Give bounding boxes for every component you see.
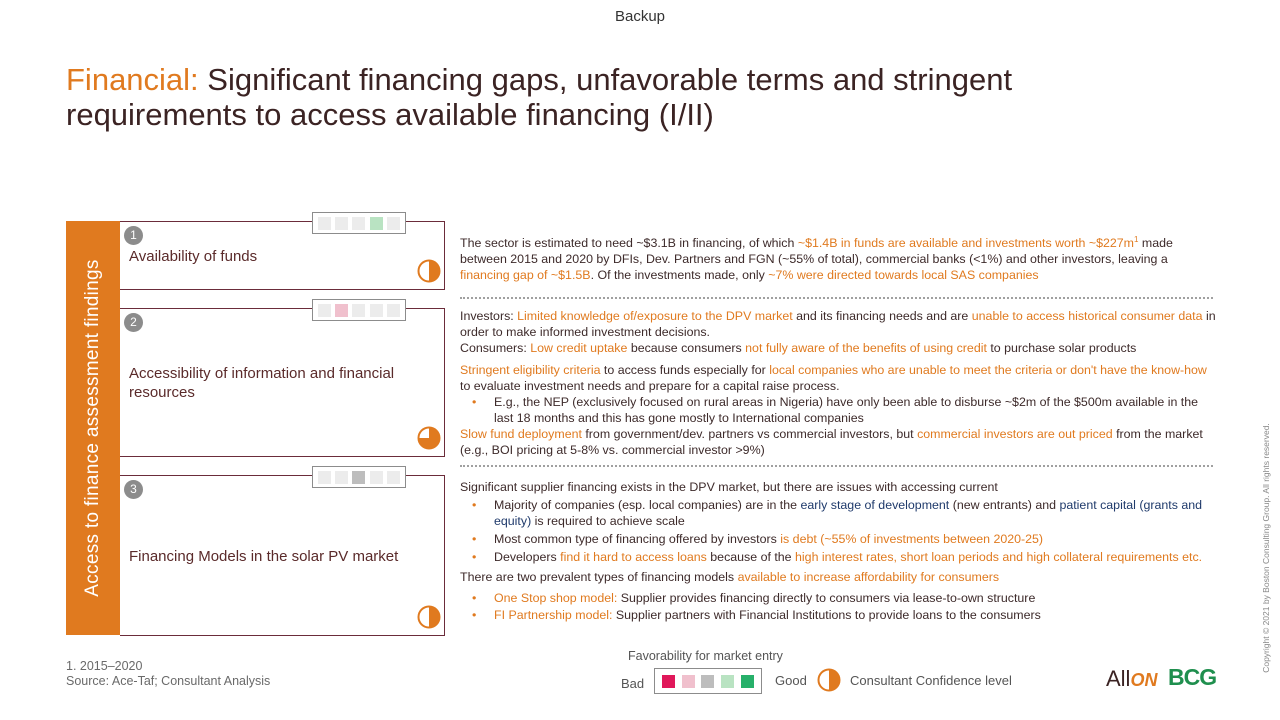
- fav-square: [352, 217, 365, 230]
- confidence-half-icon: [817, 668, 841, 692]
- confidence-three-quarter-icon: [417, 426, 441, 450]
- sidebar-label: Access to finance assessment findings: [82, 259, 103, 597]
- availability-text: [460, 232, 1220, 283]
- nep-bullet: • E.g., the NEP (exclusively focused on rural areas in Nigeria) have only been able to disburse ~$2m of the $500m available in the last 18 months and this has gone mostly to International companies: [460, 394, 1220, 426]
- stage-bullet: [460, 497, 1220, 529]
- highlight-run: high interest rates, short loan periods and high collateral requirements etc.: [795, 550, 1203, 564]
- logo-text: ON: [1130, 670, 1158, 690]
- text-run: . Of the investments made, only: [590, 268, 769, 283]
- finding-box-financing-models: [120, 475, 445, 636]
- highlight-run: unable to access historical consumer data: [971, 309, 1203, 323]
- legend-square: [721, 675, 734, 688]
- text-run: made between 2015 and 2020 by DFIs, Dev. Partners and FGN (~55% of total), commercial banks (<1%) and other investors, leaving a: [460, 236, 1173, 267]
- finding-number: 2: [124, 313, 143, 332]
- highlight-run: One Stop shop model:: [494, 591, 618, 605]
- divider: [460, 465, 1213, 467]
- highlight-run: financing gap of ~$1.5B: [460, 268, 591, 283]
- financing-models-text: [460, 479, 1220, 623]
- legend-title: Favorability for market entry: [628, 649, 783, 663]
- text-run: (new entrants) and: [949, 498, 1060, 512]
- favorability-scale: [312, 466, 406, 488]
- text-run: to access funds especially for: [600, 363, 770, 377]
- accessibility-text: [460, 308, 1220, 458]
- consumers-line: [460, 340, 1220, 356]
- text-run: because of the: [706, 550, 796, 564]
- highlight-run: commercial investors are out priced: [917, 427, 1113, 441]
- legend-bad-label: Bad: [621, 676, 645, 691]
- text-run: from government/dev. partners vs commercial investors, but: [581, 427, 918, 441]
- eligibility-line: [460, 362, 1220, 394]
- finding-label: Accessibility of information and financial resources: [129, 365, 395, 401]
- fav-square: [318, 471, 331, 484]
- text-run: Developers: [494, 550, 561, 564]
- fav-square: [318, 304, 331, 317]
- text-run: from the market (e.g., BOI pricing at 5-8% vs. commercial investor >9%): [460, 427, 1203, 457]
- legend-square: [662, 675, 675, 688]
- highlight-run: ~7% were directed towards local SAS companies: [768, 268, 1039, 283]
- text-run: and its financing needs and are: [792, 309, 972, 323]
- legend-square: [682, 675, 695, 688]
- allon-logo: [1106, 666, 1157, 692]
- favorability-scale: [312, 212, 406, 234]
- text-run: Investors:: [460, 309, 518, 323]
- highlight-run: available to increase affordability for consumers: [737, 570, 1000, 584]
- debt-bullet: [460, 531, 1220, 547]
- legend-square: [741, 675, 754, 688]
- one-stop-bullet: [460, 590, 1220, 606]
- text-run: There are two prevalent types of financing models: [460, 570, 738, 584]
- highlight-run: FI Partnership model:: [494, 608, 613, 622]
- fav-square: [387, 217, 400, 230]
- highlight-run: not fully aware of the benefits of using credit: [745, 341, 987, 355]
- backup-label: Backup: [614, 8, 666, 25]
- text-run: Most common type of financing offered by investors: [494, 532, 781, 546]
- highlight-run: Slow fund deployment: [460, 427, 582, 441]
- loans-bullet: [460, 549, 1220, 565]
- text-run: to purchase solar products: [986, 341, 1137, 355]
- investors-line: [460, 308, 1220, 340]
- fav-square-selected: [335, 304, 348, 317]
- highlight-run: patient capital (grants and equity): [494, 498, 1203, 528]
- fav-square: [370, 304, 383, 317]
- confidence-half-icon: [417, 259, 441, 283]
- fav-square: [335, 471, 348, 484]
- title-rest: Significant financing gaps, unfavorable terms and stringent requirements to access available financing (I/II): [66, 62, 1013, 132]
- text-run: to evaluate investment needs and prepare for a capital raise process.: [460, 379, 840, 393]
- favorability-scale: [312, 299, 406, 321]
- highlight-run: local companies who are unable to meet the criteria or don't have the know-how: [769, 363, 1207, 377]
- text-run: Consumers:: [460, 341, 531, 355]
- bcg-logo: BCG: [1168, 664, 1217, 690]
- highlight-run: is debt (~55% of investments between 2020-25): [780, 532, 1044, 546]
- highlight-run: ~$1.4B in funds are available and investments worth ~$227m: [797, 236, 1134, 251]
- highlight-run: find it hard to access loans: [560, 550, 707, 564]
- highlight-run: Limited knowledge of/exposure to the DPV market: [517, 309, 793, 323]
- supplier-intro: Significant supplier financing exists in the DPV market, but there are issues with accessing current: [460, 480, 998, 494]
- highlight-run: early stage of development: [800, 498, 950, 512]
- finding-number: 3: [124, 480, 143, 499]
- text-run: in order to make informed investment decisions.: [460, 309, 1216, 339]
- fav-square: [352, 304, 365, 317]
- finding-box-availability: [120, 221, 445, 290]
- findings-sidebar: [66, 221, 120, 635]
- copyright-note: Copyright © 2021 by Boston Consulting Group. All rights reserved.: [1261, 423, 1271, 673]
- fav-square-selected: [352, 471, 365, 484]
- footnotes: [66, 659, 270, 689]
- legend-confidence-label: Consultant Confidence level: [850, 673, 1012, 688]
- deployment-line: [460, 426, 1220, 458]
- legend-good-label: Good: [775, 673, 807, 688]
- confidence-half-icon: [417, 605, 441, 629]
- text-run: Supplier partners with Financial Institutions to provide loans to the consumers: [612, 608, 1041, 622]
- text-run: is required to achieve scale: [531, 514, 685, 528]
- fav-square: [318, 217, 331, 230]
- fav-square: [387, 304, 400, 317]
- source-note: Source: Ace-Taf; Consultant Analysis: [66, 674, 271, 688]
- finding-box-accessibility: [120, 308, 445, 457]
- text-run: The sector is estimated to need ~$3.1B in financing, of which: [460, 236, 798, 251]
- text-run: Majority of companies (esp. local companies) are in the: [494, 498, 801, 512]
- fav-square: [370, 471, 383, 484]
- title-lead: Financial:: [66, 62, 199, 97]
- footnote-1: 1. 2015–2020: [66, 659, 143, 673]
- divider: [460, 297, 1213, 299]
- fav-square-selected: [370, 217, 383, 230]
- logo-text: All: [1106, 666, 1131, 691]
- highlight-run: Low credit uptake: [530, 341, 628, 355]
- text-run: Supplier provides financing directly to consumers via lease-to-own structure: [617, 591, 1036, 605]
- models-intro: [460, 569, 1220, 585]
- footnote-ref: 1: [1133, 235, 1139, 244]
- slide-title: [66, 62, 1126, 132]
- fi-partnership-bullet: [460, 607, 1220, 623]
- legend-scale: [654, 668, 762, 694]
- text-run: because consumers: [627, 341, 746, 355]
- legend-square: [701, 675, 714, 688]
- fav-square: [335, 217, 348, 230]
- highlight-run: Stringent eligibility criteria: [460, 363, 601, 377]
- finding-label: Financing Models in the solar PV market: [129, 548, 399, 565]
- fav-square: [387, 471, 400, 484]
- finding-label: Availability of funds: [129, 248, 258, 265]
- finding-number: 1: [124, 226, 143, 245]
